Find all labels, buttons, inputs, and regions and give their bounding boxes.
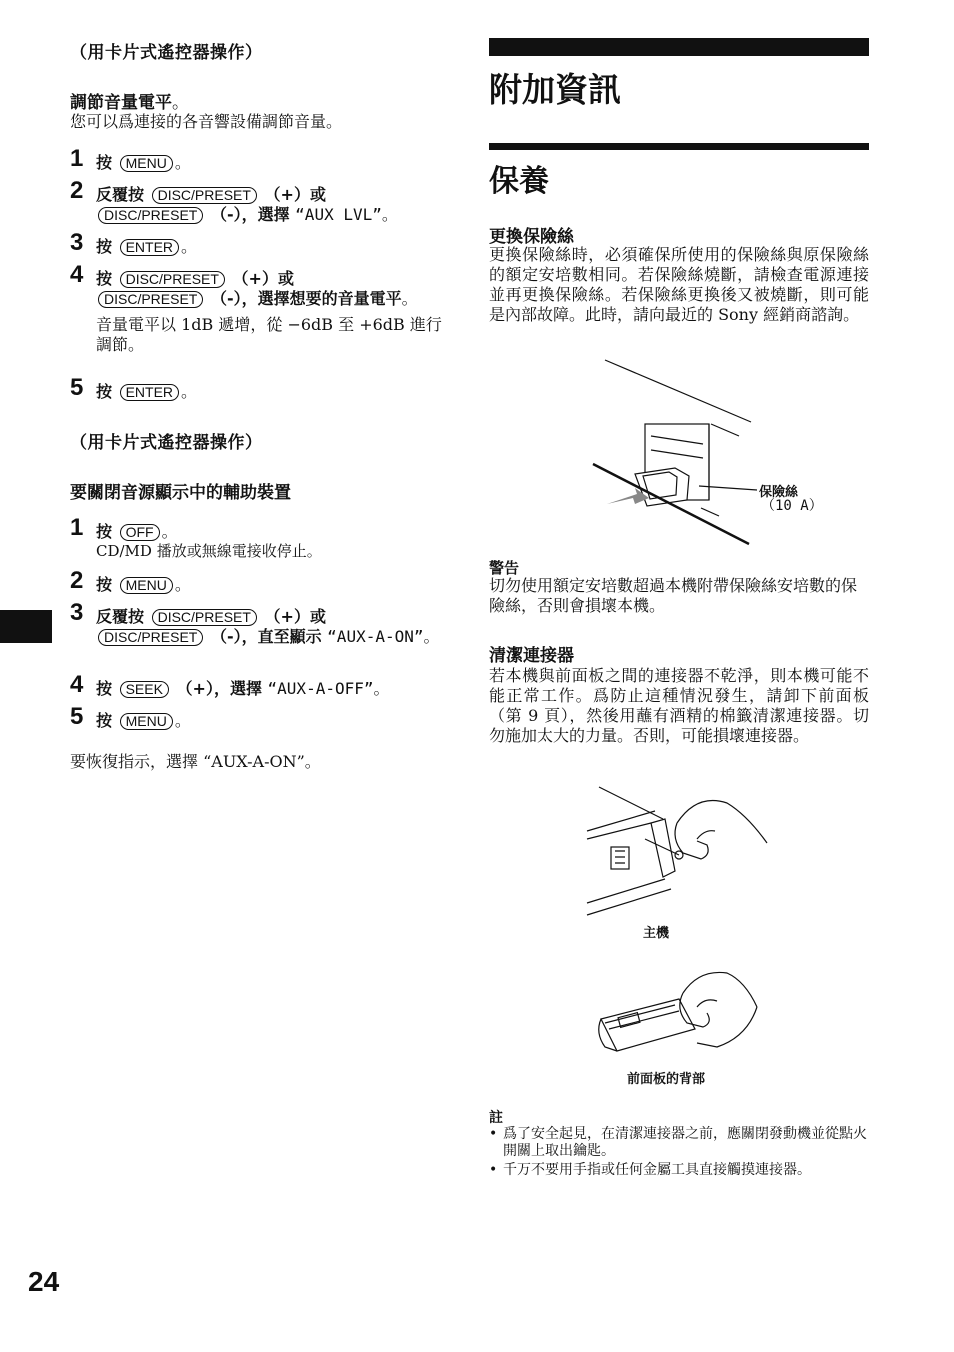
warning-body: 切勿使用額定安培數超過本機附帶保險絲安培數的保險絲，否則會損壞本機。: [489, 576, 858, 615]
enter-key[interactable]: ENTER: [120, 384, 179, 401]
seek-key[interactable]: SEEK: [120, 681, 169, 698]
front-panel-back-caption: 前面板的背部: [627, 1072, 706, 1087]
notes-heading: 註: [489, 1110, 503, 1126]
section2-subtitle: （用卡片式遙控器操作）: [70, 433, 263, 453]
section-rule: [489, 143, 869, 150]
fuse-body: 更換保險絲時，必須確保所使用的保險絲與原保險絲的額定安培數相同。若保險絲燒斷，請檢查電源連接並再更換保險絲。若保險絲更換後又被燒斷，則可能是內部故障。此時，請向最近的 Sony 經銷商諮詢。: [489, 245, 869, 324]
page-title: 附加資訊: [489, 70, 621, 109]
s2-step-1-detail: CD/MD 播放或無線電接收停止。: [96, 542, 322, 560]
off-key[interactable]: OFF: [120, 524, 160, 541]
menu-key[interactable]: MENU: [120, 713, 173, 730]
section1-description: 您可以爲連接的各音響設備調節音量。: [70, 112, 343, 131]
fuse-illustration: [589, 358, 819, 548]
disc-preset-key[interactable]: DISC/PRESET: [152, 609, 257, 626]
fuse-label: 保險絲: [759, 485, 799, 500]
section2-heading: 要關閉音源顯示中的輔助裝置: [70, 483, 291, 503]
page-number: 24: [28, 1266, 60, 1297]
cleaning-heading: 清潔連接器: [489, 646, 574, 666]
disc-preset-key[interactable]: DISC/PRESET: [98, 207, 203, 224]
restore-indicator-text: 要恢復指示，選擇 “AUX-A-ON”。: [70, 752, 321, 771]
fuse-heading: 更換保險絲: [489, 227, 574, 247]
enter-key[interactable]: ENTER: [120, 239, 179, 256]
main-unit-caption: 主機: [643, 926, 670, 941]
disc-preset-key[interactable]: DISC/PRESET: [98, 291, 203, 308]
disc-preset-key[interactable]: DISC/PRESET: [120, 271, 225, 288]
menu-key[interactable]: MENU: [120, 155, 173, 172]
cleaning-body: 若本機與前面板之間的連接器不乾淨，則本機可能不能正常工作。爲防止這種情況發生，請卸下前面板（第 9 頁），然後用蘸有酒精的棉籤清潔連接器。切勿施加太大的力量。否則，可能損壞連接器。: [489, 666, 869, 745]
section1-heading: 調節音量電平。: [70, 93, 189, 113]
fuse-rating: （10 A）: [761, 498, 823, 514]
disc-preset-key[interactable]: DISC/PRESET: [152, 187, 257, 204]
maintenance-title: 保養: [489, 164, 549, 199]
chapter-tab-marker: [0, 610, 52, 643]
warning-heading: 警告: [489, 559, 520, 577]
section1-subtitle: （用卡片式遙控器操作）: [70, 43, 263, 63]
front-panel-illustration: [593, 965, 763, 1065]
disc-preset-key[interactable]: DISC/PRESET: [98, 629, 203, 646]
title-bar: [489, 38, 869, 56]
main-unit-illustration: [585, 783, 785, 923]
s1-step-4-detail: 音量電平以 1dB 遞增，從 −6dB 至 +6dB 進行調節。: [96, 315, 442, 354]
menu-key[interactable]: MENU: [120, 577, 173, 594]
